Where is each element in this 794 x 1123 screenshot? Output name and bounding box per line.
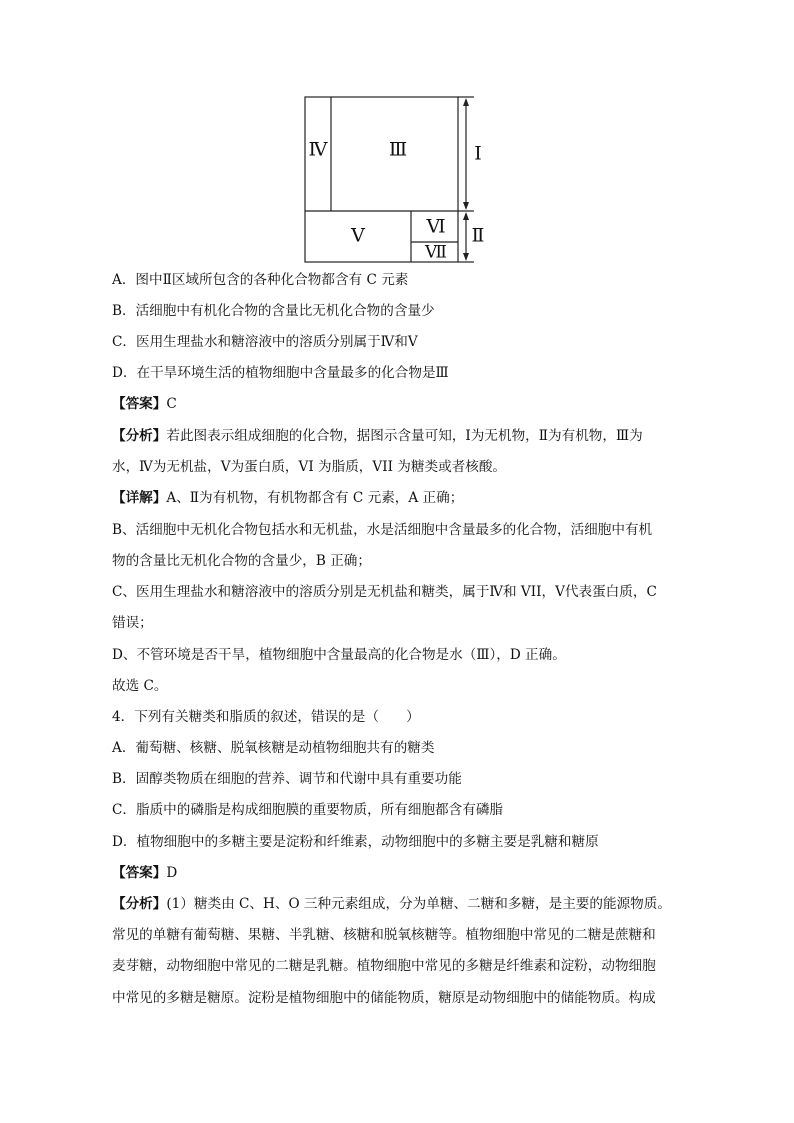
- analysis-text: (1）糖类由 C、H、O 三种元素组成，分为单糖、二糖和多糖，是主要的能源物质。: [166, 896, 671, 912]
- analysis-tag: 【分析】: [112, 428, 167, 444]
- q4-option-a: A．葡萄糖、核糖、脱氧核糖是动植物细胞共有的糖类: [112, 740, 435, 756]
- answer-value: C: [166, 396, 177, 412]
- q4-option-c: C．脂质中的磷脂是构成细胞膜的重要物质，所有细胞都含有磷脂: [112, 802, 504, 818]
- q3-detail-line-5: 错误；: [112, 615, 153, 631]
- q4-answer: [112, 865, 177, 881]
- q3-detail-line-1: [112, 490, 463, 506]
- q4-option-d: D．植物细胞中的多糖主要是淀粉和纤维素，动物细胞中的多糖主要是乳糖和糖原: [112, 834, 599, 850]
- answer-value: D: [166, 865, 178, 881]
- answer-tag: 【答案】: [112, 865, 167, 881]
- answer-tag: 【答案】: [112, 396, 167, 412]
- q3-option-c: C．医用生理盐水和糖溶液中的溶质分别属于Ⅳ和Ⅴ: [112, 334, 418, 350]
- q3-detail-line-6: D、不管环境是否干旱，植物细胞中含量最高的化合物是水（Ⅲ），D 正确。: [112, 647, 566, 663]
- label-v: Ⅴ: [351, 225, 365, 247]
- label-ii: Ⅱ: [471, 225, 485, 247]
- label-vii: Ⅶ: [425, 242, 447, 262]
- label-i: Ⅰ: [474, 143, 482, 165]
- q4-stem: 4．下列有关糖类和脂质的叙述，错误的是（ ）: [112, 709, 420, 725]
- q4-analysis-line-3: 麦芽糖，动物细胞中常见的二糖是乳糖。植物细胞中常见的多糖是纤维素和淀粉，动物细胞: [112, 958, 656, 974]
- q4-analysis-line-4: 中常见的多糖是糖原。淀粉是植物细胞中的储能物质，糖原是动物细胞中的储能物质。构成: [112, 990, 656, 1006]
- diagram-lines: [300, 92, 500, 267]
- q4-analysis-line-2: 常见的单糖有葡萄糖、果糖、半乳糖、核糖和脱氧核糖等。植物细胞中常见的二糖是蔗糖和: [112, 927, 656, 943]
- q3-answer: [112, 396, 177, 412]
- detail-text: A、Ⅱ为有机物，有机物都含有 C 元素，A 正确；: [166, 490, 464, 506]
- q3-option-a: A．图中Ⅱ区域所包含的各种化合物都含有 C 元素: [112, 272, 409, 288]
- q3-detail-line-3: 物的含量比无机化合物的含量少，B 正确；: [112, 553, 371, 569]
- q3-detail-line-4: C、医用生理盐水和糖溶液中的溶质分别是无机盐和糖类，属于Ⅳ和 VII，Ⅴ代表蛋白质，C: [112, 584, 657, 600]
- analysis-text: 若此图表示组成细胞的化合物，据图示含量可知，Ⅰ为无机物，Ⅱ为有机物，Ⅲ为: [166, 428, 643, 444]
- detail-tag: 【详解】: [112, 490, 167, 506]
- label-vi: Ⅵ: [426, 216, 446, 238]
- compound-diagram: [300, 92, 500, 267]
- label-iv: Ⅳ: [308, 139, 328, 161]
- q3-option-b: B．活细胞中有机化合物的含量比无机化合物的含量少: [112, 303, 435, 319]
- q3-analysis-line-2: 水，Ⅳ为无机盐，Ⅴ为蛋白质，VI 为脂质，VII 为糖类或者核酸。: [112, 459, 507, 475]
- q3-detail-line-2: B、活细胞中无机化合物包括水和无机盐，水是活细胞中含量最多的化合物，活细胞中有机: [112, 522, 653, 538]
- q4-option-b: B．固醇类物质在细胞的营养、调节和代谢中具有重要功能: [112, 771, 462, 787]
- analysis-tag: 【分析】: [112, 896, 167, 912]
- label-iii: Ⅲ: [388, 139, 408, 161]
- q4-analysis-line-1: [112, 896, 671, 912]
- q3-analysis-line-1: [112, 428, 643, 444]
- q3-option-d: D．在干旱环境生活的植物细胞中含量最多的化合物是Ⅲ: [112, 365, 449, 381]
- q3-conclusion: 故选 C。: [112, 678, 168, 694]
